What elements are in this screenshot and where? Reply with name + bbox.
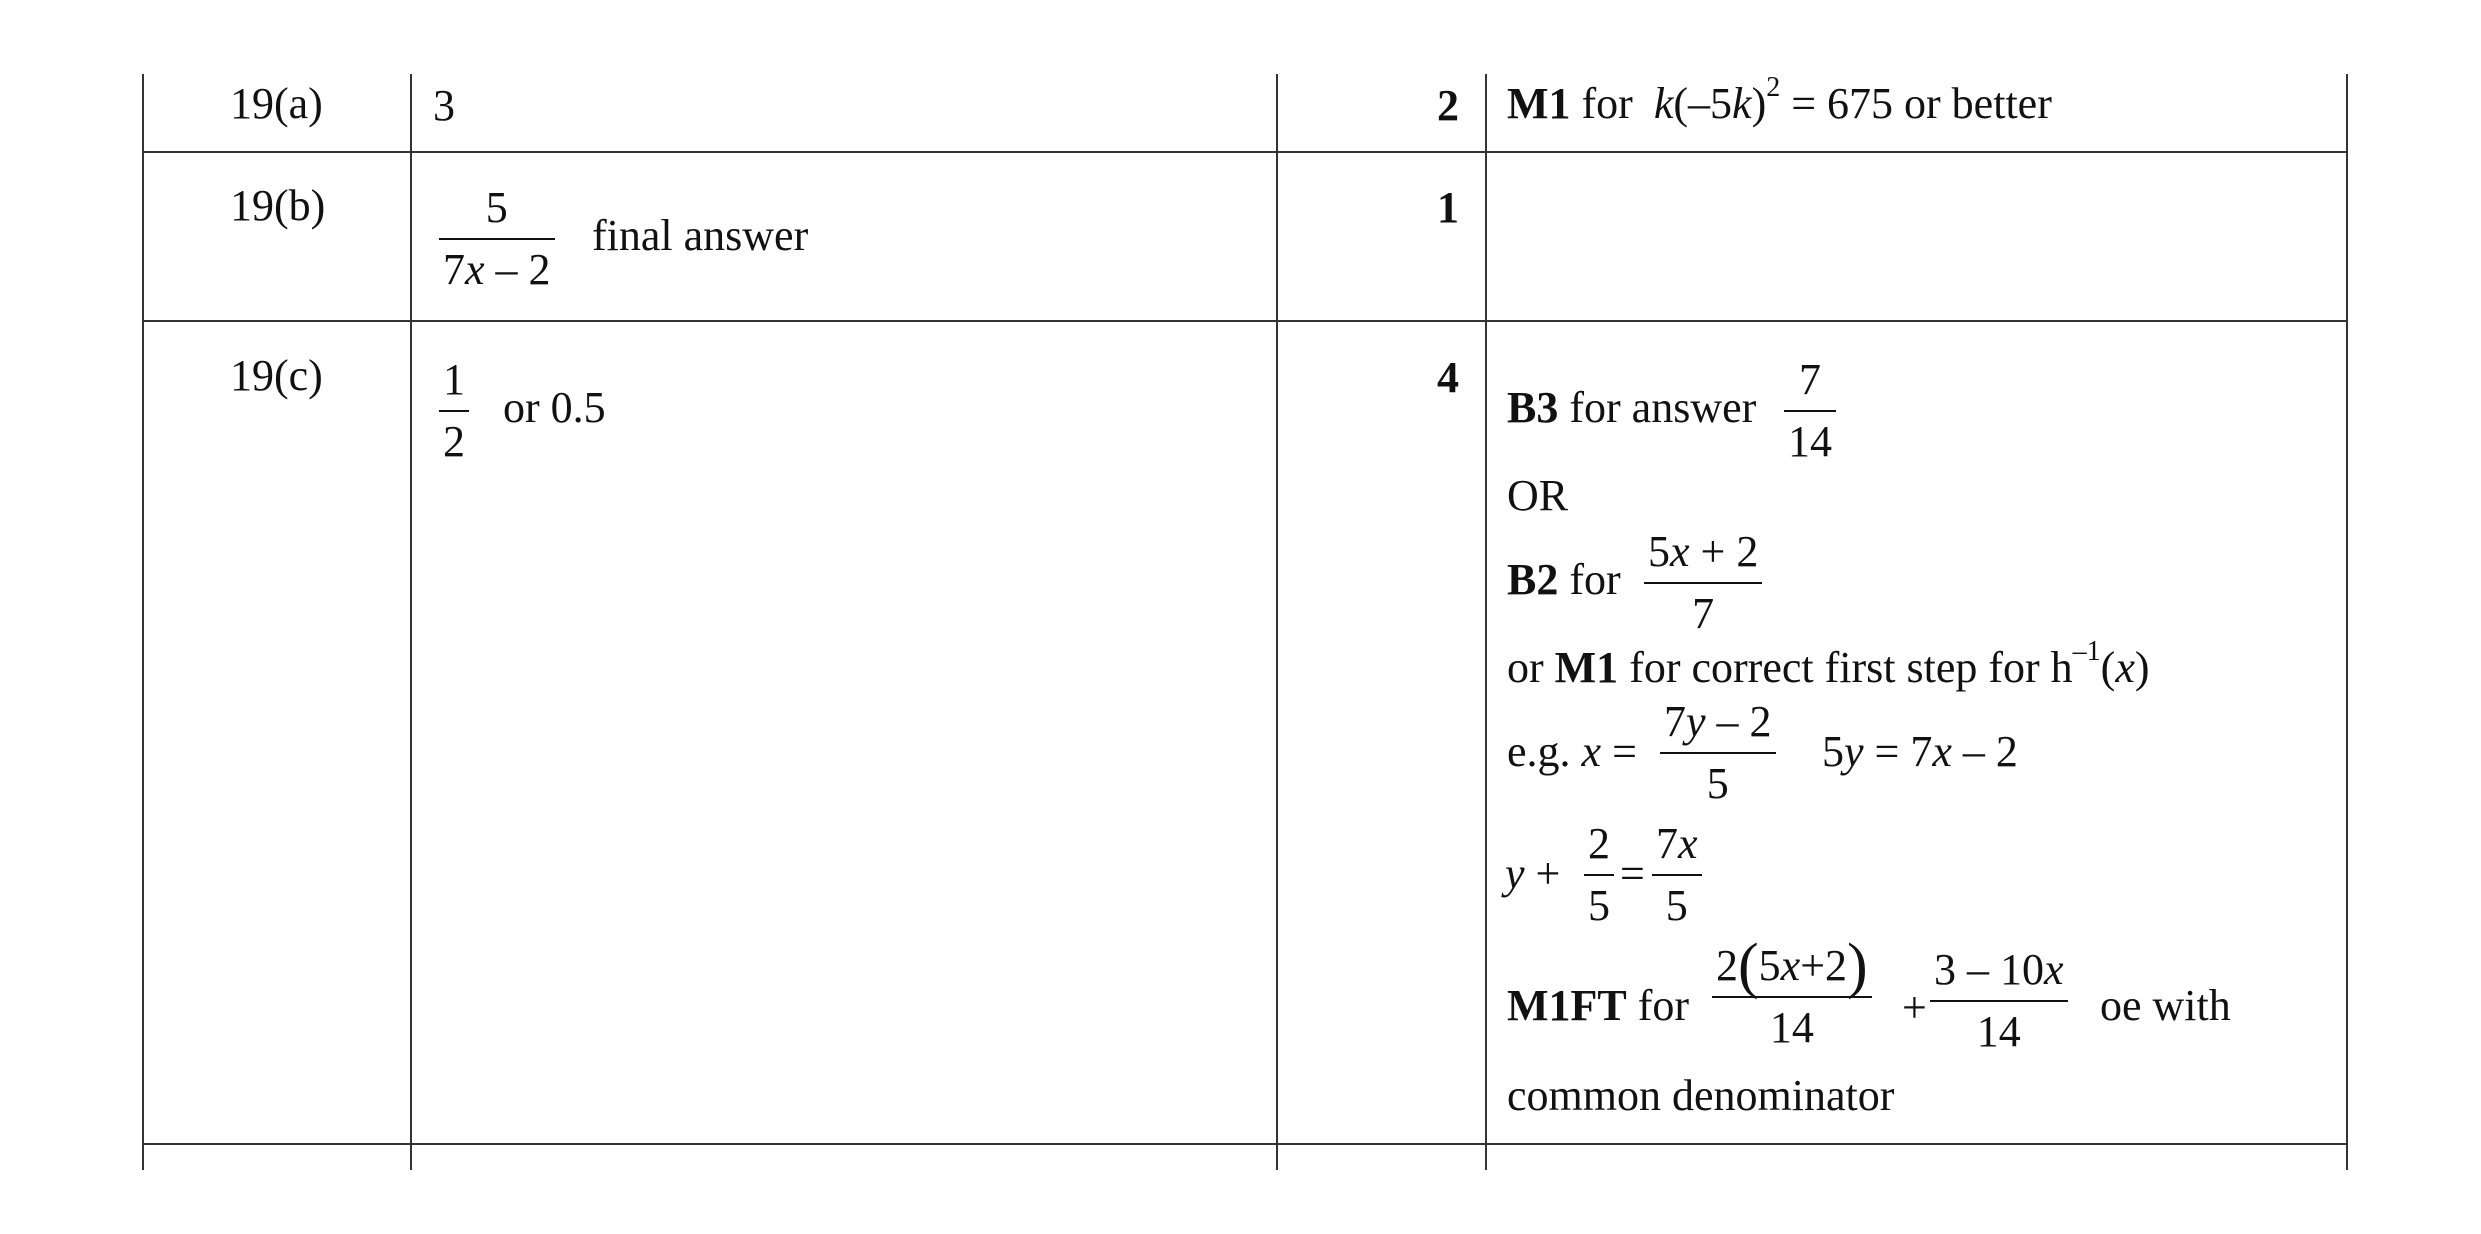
- guidance-text: for: [1637, 981, 1690, 1030]
- math-text: =: [1612, 727, 1637, 776]
- guidance-text: = 675 or better: [1791, 79, 2052, 128]
- exponent: –1: [2072, 636, 2101, 667]
- guidance-line: [1507, 981, 1690, 1030]
- guidance-text: common denominator: [1507, 1071, 1895, 1120]
- answer-text: final answer: [592, 211, 809, 260]
- row-border: [142, 1143, 2346, 1145]
- column-border: [410, 74, 412, 1170]
- column-border: [142, 74, 144, 1170]
- fraction-numerator: 5x + 2: [1648, 527, 1759, 576]
- guidance-fraction: [1660, 697, 1776, 808]
- fraction-numerator: 3 – 10x: [1934, 945, 2064, 994]
- mark-code: B2: [1507, 555, 1559, 604]
- question-number: 19(a): [230, 79, 323, 128]
- guidance-fraction: [1712, 932, 1872, 1052]
- mark-code: M1: [1554, 643, 1619, 692]
- guidance-fraction: [1644, 527, 1762, 638]
- math-variable: x: [1581, 727, 1602, 776]
- marks-value: 2: [1437, 81, 1459, 130]
- fraction-denominator: 2: [443, 417, 465, 466]
- row-border: [142, 320, 2346, 322]
- fraction-denominator: 14: [1976, 1007, 2021, 1056]
- fraction-bar: [1584, 874, 1614, 876]
- math-variable: k: [1732, 79, 1752, 128]
- guidance-text: OR: [1507, 471, 1569, 520]
- fraction-denominator: 5: [1706, 759, 1729, 808]
- fraction-denominator: 14: [1769, 1003, 1814, 1052]
- math-text: (: [2100, 643, 2116, 692]
- fraction-numerator: 7x: [1656, 819, 1698, 868]
- guidance-line: [1507, 636, 2150, 692]
- fraction-numerator: 7y – 2: [1664, 697, 1772, 746]
- guidance-text: for: [1569, 555, 1621, 604]
- guidance-text: e.g.: [1507, 727, 1571, 776]
- guidance-text: or: [1507, 643, 1544, 692]
- marks-value: 1: [1437, 183, 1459, 232]
- guidance-line: [1507, 383, 1757, 432]
- exponent: 2: [1766, 72, 1781, 103]
- guidance-text: oe with: [2100, 981, 2231, 1030]
- math-variable: k: [1653, 79, 1674, 128]
- guidance-fraction: [1584, 819, 1614, 930]
- question-number: 19(b): [230, 181, 326, 230]
- column-border: [2346, 74, 2348, 1170]
- fraction-bar: [1660, 752, 1776, 754]
- fraction-denominator: 5: [1665, 881, 1688, 930]
- math-variable: x: [2115, 643, 2135, 692]
- fraction-bar: [1644, 582, 1762, 584]
- guidance-text: for correct first step for h: [1629, 643, 2073, 692]
- fraction-denominator: 14: [1788, 417, 1832, 466]
- math-text: =: [1620, 849, 1645, 898]
- answer-fraction: [439, 183, 555, 294]
- answer-text: or 0.5: [503, 383, 606, 432]
- fraction-bar: [1652, 874, 1702, 876]
- fraction-bar: [439, 410, 469, 412]
- guidance-fraction: [1652, 819, 1702, 930]
- column-border: [1485, 74, 1487, 1170]
- fraction-denominator: 7: [1692, 589, 1715, 638]
- answer-text: 3: [433, 81, 455, 130]
- fraction-bar: [439, 238, 555, 240]
- fraction-numerator: 2: [1588, 819, 1610, 868]
- fraction-bar: [1784, 410, 1836, 412]
- answer-fraction: [439, 355, 469, 466]
- question-number: 19(c): [230, 351, 323, 400]
- fraction-numerator: 5: [485, 183, 508, 232]
- fraction-denominator: 7x – 2: [443, 245, 551, 294]
- guidance-line: [1507, 72, 2052, 128]
- fraction-numerator: 1: [443, 355, 465, 404]
- math-expression: 5y = 7x – 2: [1822, 727, 2018, 776]
- fraction-denominator: 5: [1588, 881, 1610, 930]
- math-text: ): [2134, 643, 2150, 692]
- marks-value: 4: [1437, 353, 1459, 402]
- fraction-bar: [1930, 1000, 2068, 1002]
- math-expression: y +: [1505, 849, 1561, 898]
- mark-code: M1: [1507, 79, 1571, 128]
- math-text: (–5: [1673, 79, 1733, 128]
- guidance-text: for answer: [1569, 383, 1757, 432]
- mark-code: M1FT: [1507, 981, 1627, 1030]
- fraction-bar: [1712, 996, 1872, 998]
- fraction-numerator: 2(5x+2): [1716, 932, 1868, 1000]
- fraction-numerator: 7: [1799, 355, 1821, 404]
- guidance-line: [1507, 555, 1621, 604]
- guidance-line: [1507, 727, 1637, 776]
- math-text: ): [1751, 79, 1767, 128]
- guidance-fraction: [1930, 945, 2068, 1056]
- math-text: +: [1902, 983, 1927, 1032]
- mark-code: B3: [1507, 383, 1559, 432]
- row-border: [142, 151, 2346, 153]
- guidance-text: for: [1581, 79, 1633, 128]
- column-border: [1276, 74, 1278, 1170]
- guidance-fraction: [1784, 355, 1836, 466]
